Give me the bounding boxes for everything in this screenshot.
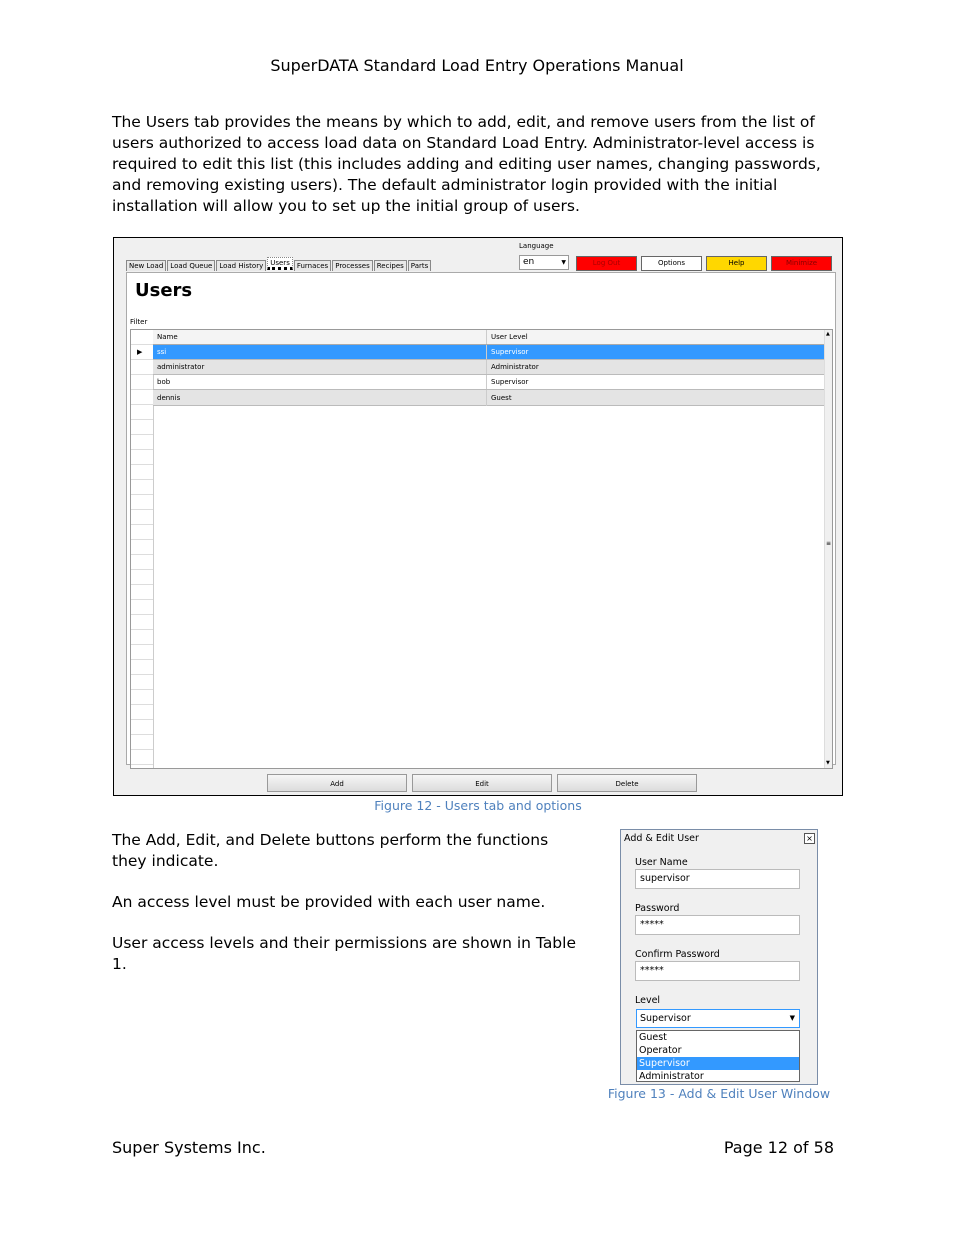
confirm-password-field[interactable]: ***** [635, 961, 800, 981]
filter-label: Filter [130, 318, 148, 326]
password-label: Password [635, 903, 680, 914]
minimize-button[interactable]: Minimize [771, 256, 832, 271]
options-button[interactable]: Options [641, 256, 702, 271]
user-level-cell: Supervisor [491, 378, 529, 386]
tab-furnaces[interactable]: Furnaces [294, 260, 331, 271]
user-level-cell: Guest [491, 394, 512, 402]
add-term: Add [145, 831, 176, 849]
tab-load-queue[interactable]: Load Queue [167, 260, 215, 271]
delete-term: Delete [259, 831, 311, 849]
table-row[interactable] [153, 360, 824, 375]
tab-strip [126, 260, 432, 272]
current-row-icon: ▶ [137, 348, 143, 356]
grid-scrollbar[interactable] [824, 330, 833, 769]
users-tab-screenshot [113, 237, 843, 796]
intro-paragraph: The Users tab provides the means by which to add, edit, and remove users from the list of users authorized to access load data on Standard Load Entry. Administrator-level access is required to edit this list (this includes adding and editing user names, changing passwords, and removing existing users). The default administrator login provided with the initial installation will allow you to set up the initial group of users. [112, 113, 821, 215]
row-header-column [131, 330, 154, 769]
password-field[interactable]: ***** [635, 915, 800, 935]
scroll-up-icon[interactable]: ▲ [826, 331, 830, 337]
footer-page-number: Page 12 of 58 [723, 1138, 834, 1157]
text-run: buttons perform the functions they indicate. [112, 831, 549, 870]
level-select[interactable] [636, 1009, 800, 1028]
column-level-header[interactable]: User Level [491, 333, 528, 341]
user-level-cell: Administrator [491, 363, 539, 371]
level-label: Level [635, 995, 661, 1006]
column-name-header[interactable]: Name [153, 330, 487, 344]
user-level-cell: Supervisor [491, 348, 529, 356]
language-select[interactable] [519, 255, 569, 270]
text-run: , and [215, 831, 260, 849]
level-option-administrator[interactable]: Administrator [639, 1071, 704, 1082]
chevron-down-icon: ▼ [789, 1014, 795, 1022]
tab-load-history[interactable]: Load History [216, 260, 266, 271]
tab-users[interactable]: Users [267, 257, 293, 270]
buttons-paragraph [112, 830, 582, 872]
user-name-cell: dennis [153, 390, 487, 406]
level-value: Supervisor [640, 1013, 691, 1024]
table-row[interactable] [153, 390, 824, 406]
user-name-cell: bob [153, 375, 487, 389]
scroll-down-icon[interactable]: ▼ [826, 760, 830, 766]
table-row[interactable] [153, 345, 824, 360]
add-button[interactable]: Add [267, 774, 407, 792]
user-name-cell: ssi [153, 345, 487, 359]
level-dropdown-list [636, 1030, 800, 1082]
edit-term: Edit [185, 831, 216, 849]
help-button[interactable]: Help [706, 256, 767, 271]
figure-12-caption: Figure 12 - Users tab and options [374, 798, 582, 813]
level-option-guest[interactable]: Guest [639, 1032, 667, 1043]
level-option-supervisor[interactable]: Supervisor [637, 1057, 799, 1070]
scroll-grip-icon: ≡ [826, 540, 832, 547]
logout-button[interactable]: Log Out [576, 256, 637, 271]
tab-parts[interactable]: Parts [408, 260, 431, 271]
text-run: The [112, 831, 146, 849]
delete-button[interactable]: Delete [557, 774, 697, 792]
add-edit-user-dialog [620, 829, 818, 1085]
tab-processes[interactable]: Processes [332, 260, 373, 271]
grid-header [153, 330, 824, 345]
language-value: en [523, 257, 535, 267]
tab-new-load[interactable]: New Load [126, 260, 166, 271]
language-label: Language [519, 242, 554, 250]
tab-recipes[interactable]: Recipes [374, 260, 407, 271]
access-level-paragraph: An access level must be provided with each user name. [112, 893, 546, 911]
user-name-cell: administrator [153, 360, 487, 374]
confirm-password-label: Confirm Password [635, 949, 720, 960]
table-row[interactable] [153, 375, 824, 390]
username-field[interactable]: supervisor [635, 869, 800, 889]
username-label: User Name [635, 857, 688, 868]
chevron-down-icon: ▼ [561, 259, 566, 266]
footer-company: Super Systems Inc. [112, 1138, 266, 1157]
close-icon[interactable]: × [804, 833, 815, 844]
page-header: SuperDATA Standard Load Entry Operations Manual [270, 56, 684, 75]
permissions-paragraph: User access levels and their permissions are shown in Table 1. [112, 934, 576, 973]
text-run: , [175, 831, 186, 849]
users-grid [130, 329, 833, 769]
figure-13-caption: Figure 13 - Add & Edit User Window [607, 1086, 831, 1101]
panel-title: Users [135, 280, 193, 301]
dialog-title: Add & Edit User [624, 833, 699, 844]
edit-button[interactable]: Edit [412, 774, 552, 792]
users-panel [126, 272, 836, 765]
level-option-operator[interactable]: Operator [639, 1045, 682, 1056]
